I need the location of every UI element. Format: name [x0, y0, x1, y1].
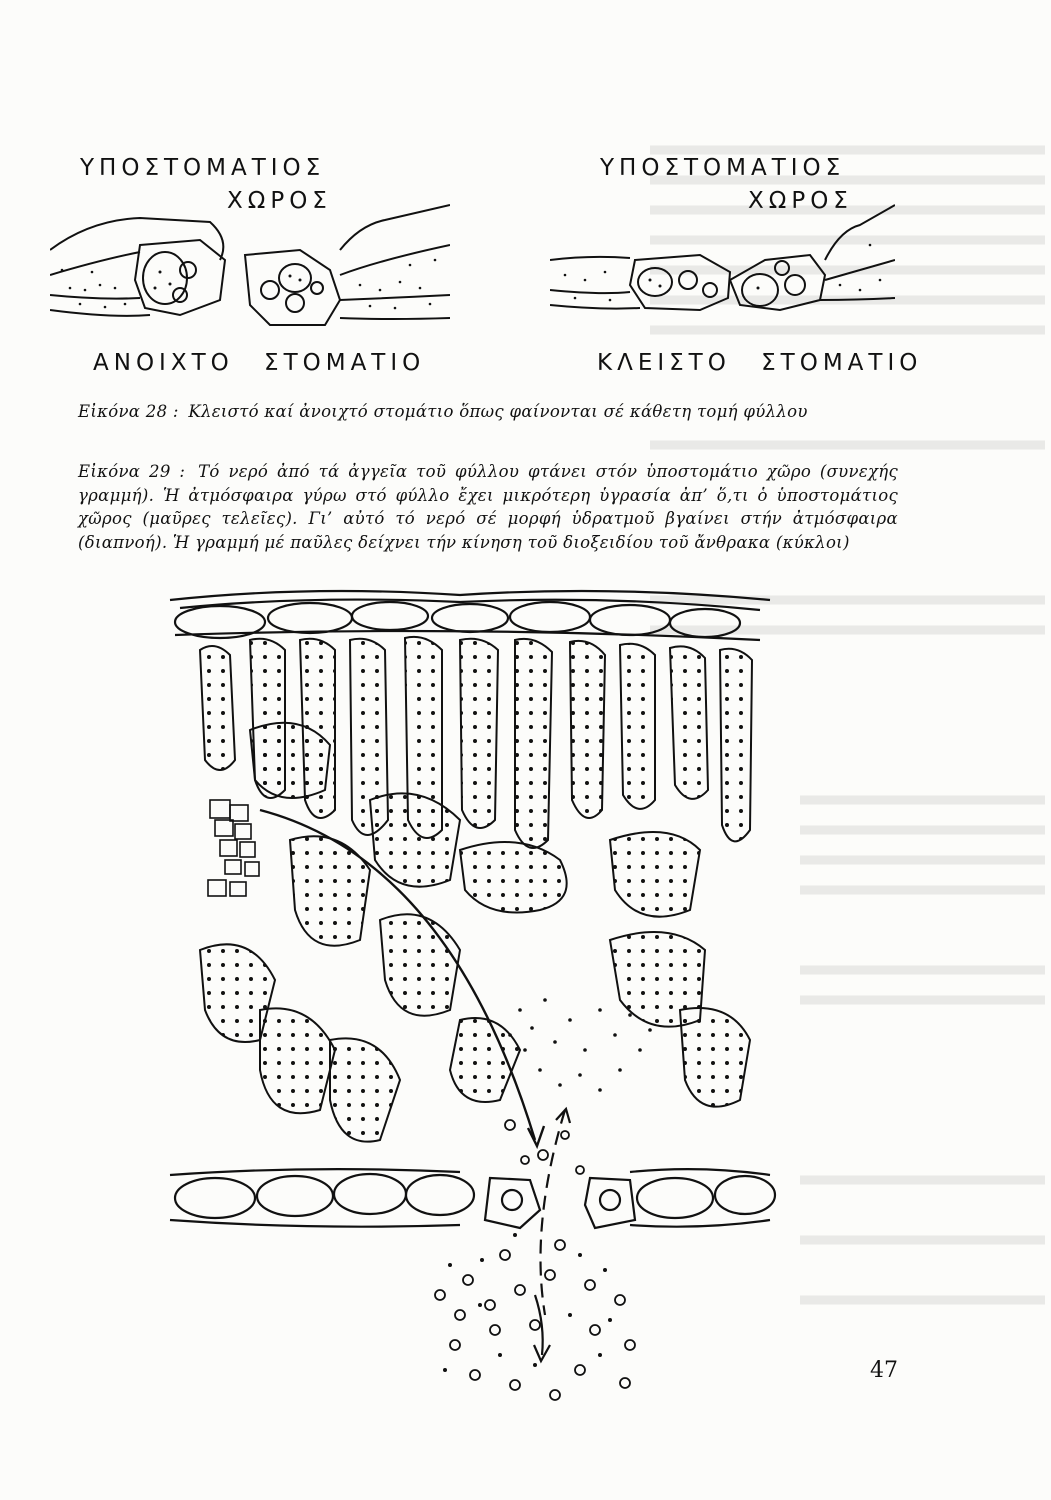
fig28-left-top-label-line1: ΥΠΟΣΤΟΜΑΤΙΟΣ	[80, 155, 326, 181]
fig28-caption-text: Κλειστό καί ἀνοιχτό στομάτιο ὅπως φαίνονται σέ κάθετη τομή φύλλου	[188, 402, 808, 421]
fig29-caption	[78, 460, 898, 554]
fig28-caption	[78, 400, 898, 424]
page-number: 47	[870, 1358, 898, 1383]
fig28-right-bottom-label: ΚΛΕΙΣΤΟ ΣΤΟΜΑΤΙΟ	[597, 350, 923, 376]
fig28-caption-number: Εἰκόνα 28 :	[78, 402, 179, 421]
fig28-right-top-label-line1: ΥΠΟΣΤΟΜΑΤΙΟΣ	[600, 155, 846, 181]
fig29-caption-text: Τό νερό ἀπό τά ἀγγεῖα τοῦ φύλλου φτάνει στόν ὑποστομάτιο χῶρο (συνεχής γραμμή). Ἡ ἀτμόσφαιρα γύρω στό φύλλο ἔχει μικρότερη ὑγρασία ἀπ’ ὅ,τι ὁ ὑποστομάτιος χῶρος (μαῦρες τελεῖες). Γι’ αὐτό τό νερό σέ μορφή ὑδρατμοῦ βγαίνει στήν ἀτμόσφαιρα (διαπνοή). Ἡ γραμμή μέ παῦλες δείχνει τήν κίνηση τοῦ διοξειδίου τοῦ ἄνθρακα (κύκλοι)	[78, 462, 899, 552]
fig28-right-top-label-line2: ΧΩΡΟΣ	[748, 188, 853, 214]
fig29-caption-number: Εἰκόνα 29 :	[78, 462, 186, 481]
open-stoma-illustration	[50, 200, 450, 340]
fig28-left-top-label-line2: ΧΩΡΟΣ	[227, 188, 332, 214]
fig28-left-bottom-label: ΑΝΟΙΧΤΟ ΣΤΟΜΑΤΙΟ	[93, 350, 426, 376]
closed-stoma-illustration	[550, 200, 895, 330]
stoma-exit-illustration	[420, 1105, 660, 1415]
